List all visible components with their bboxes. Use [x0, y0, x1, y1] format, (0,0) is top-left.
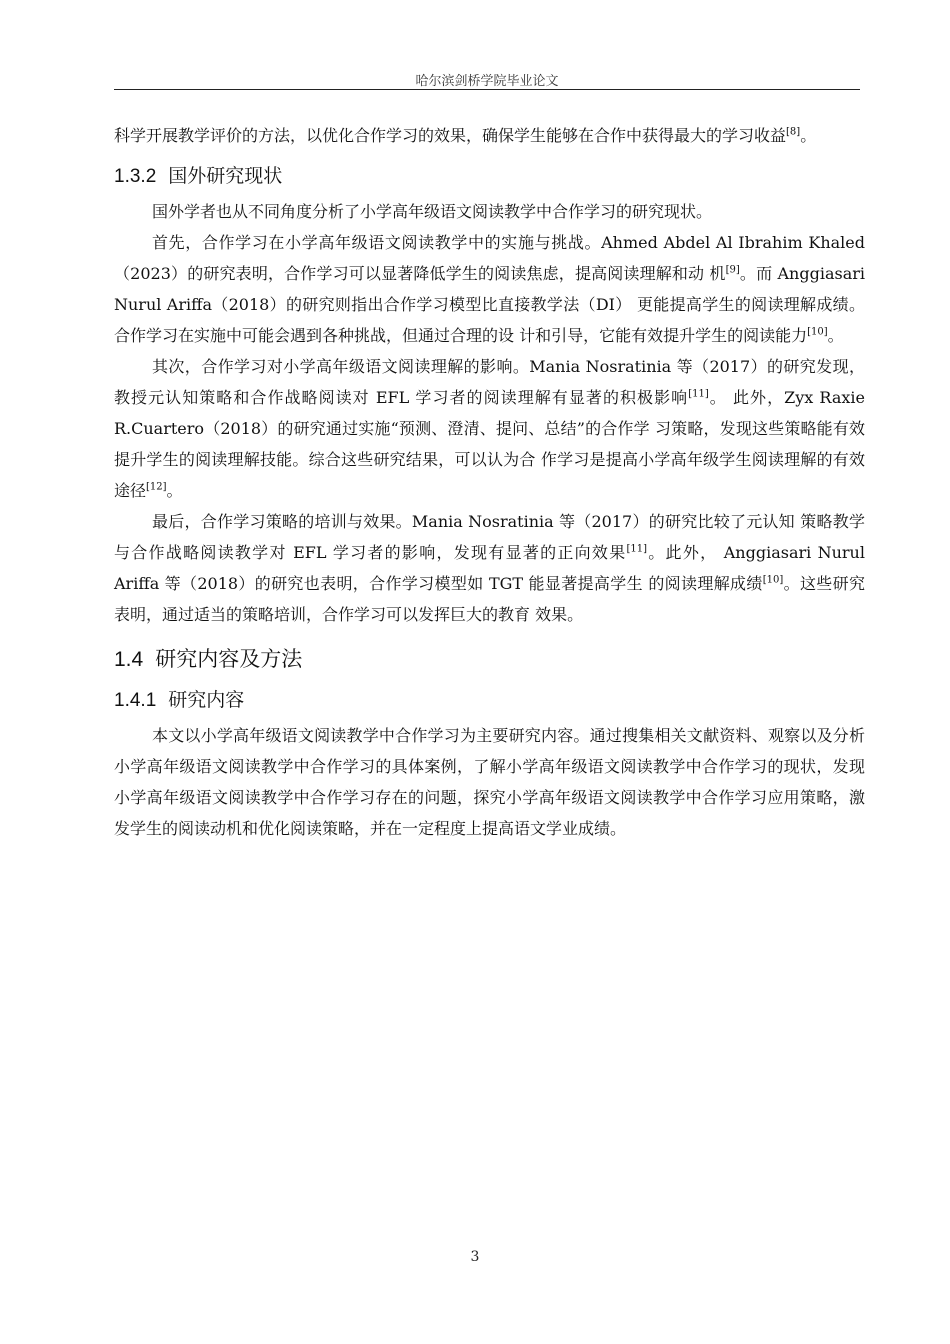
section-heading-1-3-2 — [114, 162, 865, 191]
paragraph-research-content: 本文以小学高年级语文阅读教学中合作学习为主要研究内容。通过搜集相关文献资料、观察以及分析小学高年级语文阅读教学中合作学习的具体案例，了解小学高年级语文阅读教学中合作学习的现状，发现小学高年级语文阅读教学中合作学习存在的问题，探究小学高年级语文阅读教学中合作学习应用策略，激发学生的阅读动机和优化阅读策略，并在一定程度上提高语文学业成绩。 — [114, 726, 865, 838]
section-number: 1.4 — [114, 648, 144, 671]
paragraph-second — [114, 351, 865, 506]
section-heading-1-4-1 — [114, 686, 865, 715]
paragraph-text: 。 — [800, 126, 817, 145]
page-body — [114, 120, 865, 844]
section-title: 研究内容 — [168, 689, 245, 711]
citation-ref: [12] — [146, 481, 167, 493]
paragraph-text: 最后，合作学习策略的培训与效果。Mania Nosratinia 等（2017）的研究比较了元认知 策略教学与合作战略阅读教学对 EFL 学习者的影响，发现有显著的正向效果 — [114, 512, 865, 562]
paragraph-text: 其次，合作学习对小学高年级语文阅读理解的影响。Mania Nosratinia 等（2017）的研究发现，教授元认知策略和合作战略阅读对 EFL 学习者的阅读理解有显著的积极影响 — [114, 357, 865, 407]
paragraph-text: 。 — [166, 481, 183, 500]
citation-ref: [8] — [786, 126, 801, 138]
paragraph-text: 。此外， Anggiasari Nurul Ariffa 等（2018）的研究也表明，合作学习模型如 TGT 能显著提高学生 的阅读理解成绩 — [114, 543, 865, 593]
citation-ref: [11] — [626, 543, 648, 555]
section-title: 国外研究现状 — [168, 165, 283, 187]
paragraph-intro: 国外学者也从不同角度分析了小学高年级语文阅读教学中合作学习的研究现状。 — [152, 202, 713, 221]
paragraph-continued — [114, 120, 865, 151]
citation-ref: [10] — [807, 326, 828, 338]
citation-ref: [9] — [725, 264, 740, 276]
citation-ref: [10] — [762, 574, 784, 586]
paragraph-text: 。 — [827, 326, 844, 345]
header-rule — [114, 89, 860, 90]
section-number: 1.3.2 — [114, 166, 157, 187]
section-heading-1-4 — [114, 644, 865, 675]
paragraph-text: 首先，合作学习在小学高年级语文阅读教学中的实施与挑战。Ahmed Abdel Al Ibrahim Khaled（2023）的研究表明，合作学习可以显著降低学生的阅读焦虑，提高阅读理解和动 机 — [114, 233, 865, 283]
paragraph-first — [114, 227, 865, 351]
paragraph-text: 。这些研究表明，通过适当的策略培训，合作学习可以发挥巨大的教育 效果。 — [114, 574, 865, 624]
page-number: 3 — [470, 1249, 480, 1265]
running-header: 哈尔滨剑桥学院毕业论文 — [415, 74, 559, 89]
citation-ref: [11] — [688, 388, 709, 400]
section-title: 研究内容及方法 — [155, 647, 303, 671]
paragraph-third — [114, 506, 865, 630]
paragraph-text: 。 此外，Zyx Raxie R.Cuartero（2018）的研究通过实施“预测、澄清、提问、总结”的合作学 习策略，发现这些策略能有效提升学生的阅读理解技能。综合这些研究结果，可以认为合 作学习是提高小学高年级学生阅读理解的有效途径 — [114, 388, 865, 500]
paragraph-text: 。而 Anggiasari Nurul Ariffa（2018）的研究则指出合作学习模型比直接教学法（DI） 更能提高学生的阅读理解成绩。合作学习在实施中可能会遇到各种挑战，但通过合理的设 计和引导，它能有效提升学生的阅读能力 — [114, 264, 865, 345]
section-number: 1.4.1 — [114, 690, 157, 711]
paragraph-text: 科学开展教学评价的方法，以优化合作学习的效果，确保学生能够在合作中获得最大的学习收益 — [114, 126, 787, 145]
